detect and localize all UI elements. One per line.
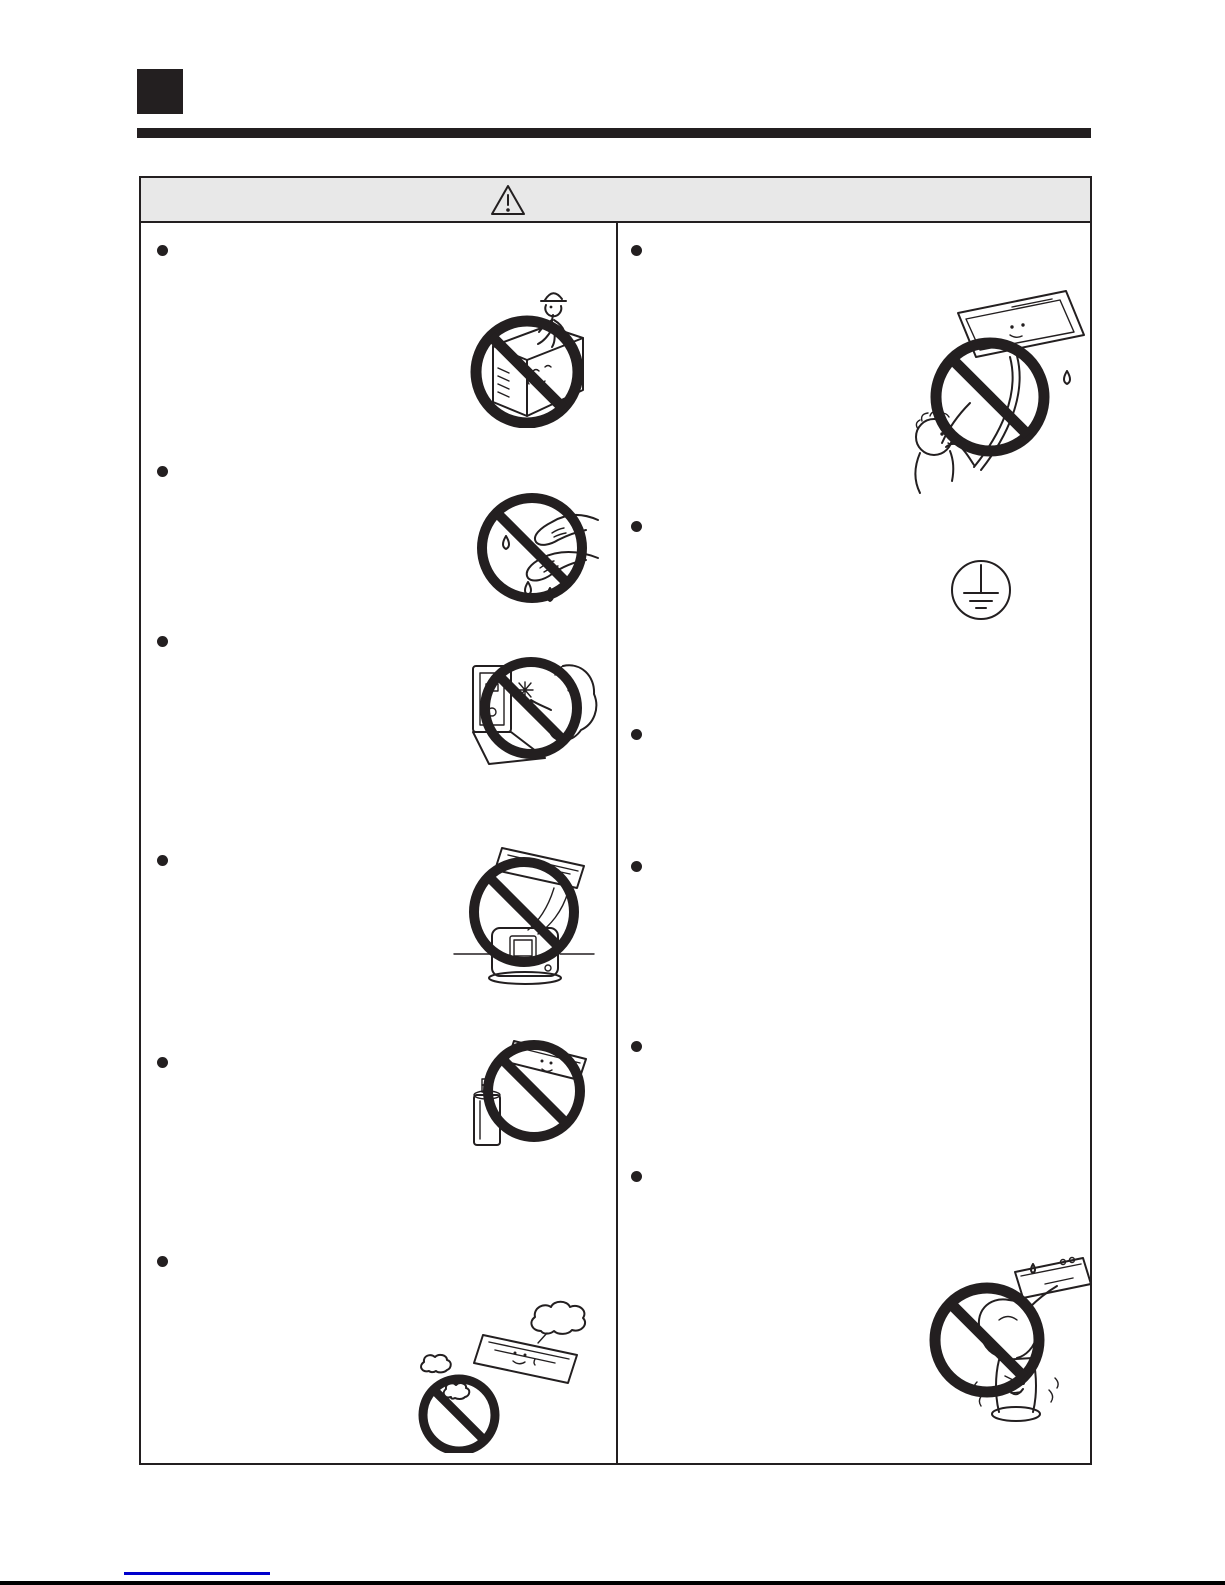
no-sitting-on-outdoor-unit-illustration [465,278,590,428]
warning-header [141,178,1090,223]
warning-precautions-panel [139,176,1092,1465]
no-hanging-pulling-unit-illustration [862,285,1087,500]
bullet-icon [157,1256,168,1267]
section-marker-icon [137,69,183,114]
footer-link-underline[interactable] [124,1572,270,1575]
bullet-icon [157,1057,168,1068]
bullet-icon [157,855,168,866]
bullet-icon [631,245,642,256]
bullet-icon [157,636,168,647]
bullet-icon [631,1041,642,1052]
bullet-icon [157,245,168,256]
bullet-icon [631,861,642,872]
page-bottom-rule [0,1581,1225,1585]
section-title-rule [137,128,1091,138]
no-unstable-stool-illustration [925,1256,1090,1431]
no-wet-hands-illustration [470,490,600,610]
column-divider [616,223,618,1463]
bullet-icon [157,466,168,477]
bullet-icon [631,729,642,740]
warning-triangle-icon [490,183,526,217]
no-airflow-at-heater-illustration [450,838,595,986]
ground-symbol-icon [948,557,1014,623]
no-power-outlet-tampering-illustration [453,650,598,775]
bullet-icon [631,1171,642,1182]
bullet-icon [631,521,642,532]
no-smoke-around-unit-illustration [395,1295,605,1453]
no-flammable-spray-illustration [458,1035,593,1160]
